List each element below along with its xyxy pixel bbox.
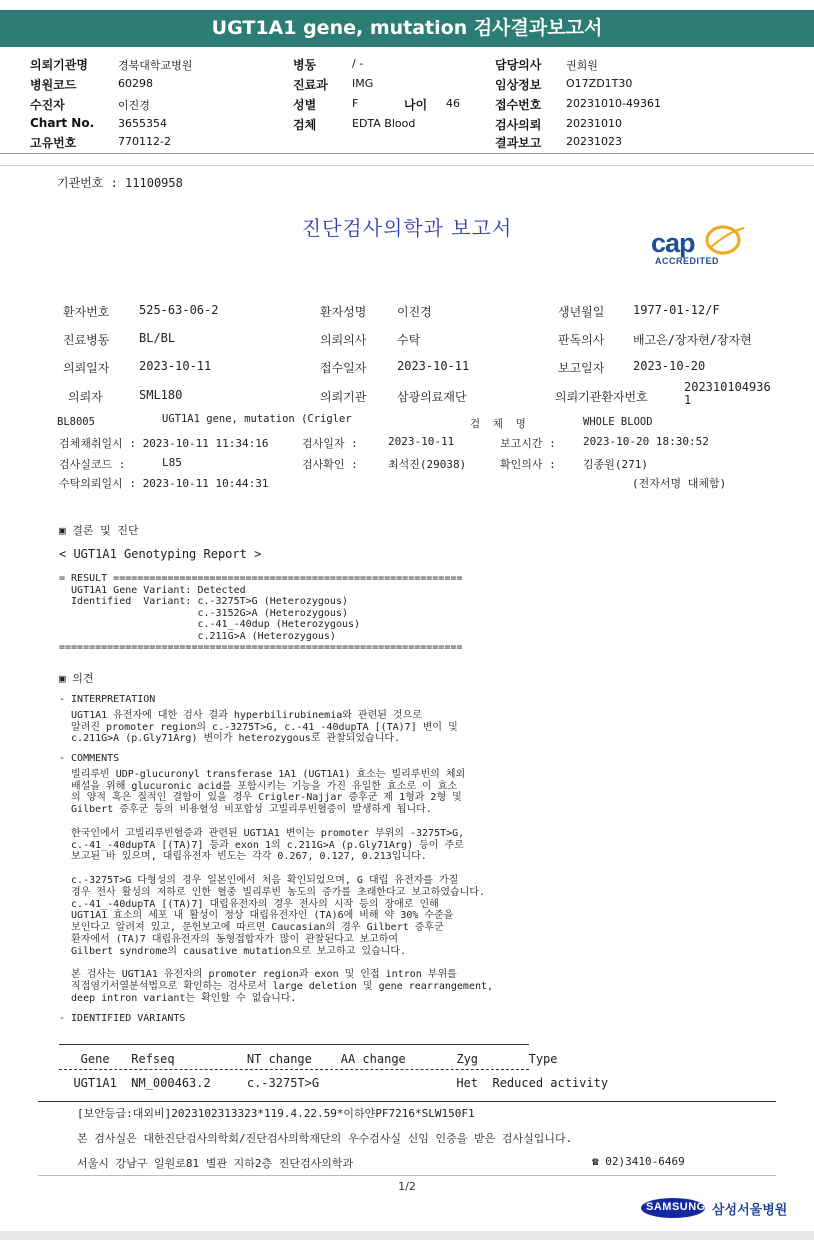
header-key: 진료과 [293, 78, 328, 92]
opinion-line: c.-41_-40dupTA [(TA)7] 대립유전자의 경우 전사의 시작 등의 장애로 인해 [59, 898, 439, 910]
footer-bottom-rule [38, 1175, 776, 1176]
variants-table-top-rule [59, 1044, 529, 1045]
result-line: Identified Variant: c.-3275T>G (Heterozygous) [59, 596, 348, 607]
age-label: 나이 [404, 98, 428, 112]
variants-table-header-rule [59, 1069, 529, 1070]
patient-field-label: 진료병동 [63, 333, 110, 347]
header-value: 20231010-49361 [566, 97, 661, 110]
result-line: c.211G>A (Heterozygous) [59, 630, 336, 642]
patient-field-label: 의뢰기관환자번호 [555, 390, 648, 404]
patient-field-label: 의뢰기관 [320, 390, 367, 404]
patient-field-value: 2023-10-11 [139, 359, 212, 373]
patient-field-label: 의뢰자 [68, 390, 103, 404]
opinion-line: deep intron variant는 확인할 수 없습니다. [59, 993, 297, 1004]
cap-logo-subtext: ACCREDITED [655, 256, 720, 266]
header-key: 성별 [293, 98, 317, 112]
patient-field-value: 202310104936 [684, 380, 771, 394]
opinion-line: 환자에서 (TA)7 대립유전자의 동형접합자가 많이 관찰된다고 보고하여 [59, 934, 399, 945]
header-key: 검체 [293, 118, 317, 132]
test-code: BL8005 [57, 416, 95, 428]
opinion-line: 보인다고 알려져 있고, 문헌보고에 따르면 Caucasian의 경우 Gilbert 증후군 [59, 922, 444, 934]
opinion-line: Gilbert 증후군 등의 비용혈성 비포합성 고빌리루빈혈증이 발생하게 됩니다. [59, 804, 432, 816]
opinion-line: 배설을 위해 glucuronic acid를 포함시키는 기능을 가진 유일한 효소로 이 효소 [59, 780, 458, 792]
patient-field-label: 의뢰의사 [320, 333, 367, 347]
patient-field-label: 의뢰일자 [63, 361, 110, 375]
conclusion-heading: ▣ 결론 및 진단 [59, 524, 139, 537]
header-key: 담당의사 [495, 58, 542, 72]
header-value: 60298 [118, 77, 153, 90]
header-key: 병원코드 [30, 78, 77, 92]
opinion-line: 빌리루빈 UDP-glucuronyl transferase 1A1 (UGT1A1) 효소는 빌리루빈의 체외 [59, 768, 466, 780]
patient-field-value: SML180 [139, 388, 183, 402]
patient-field-label: 보고일자 [558, 361, 605, 375]
lab-code-label: 검사실코드 : [59, 458, 126, 471]
confirm-doctor-value: 김종원(271) [583, 458, 648, 471]
patient-field-value: 1977-01-12/F [633, 303, 720, 317]
header-divider-2 [0, 165, 814, 166]
header-value: 770112-2 [118, 135, 171, 148]
header-key: 검사의뢰 [495, 118, 542, 132]
opinion-line: 본 검사는 UGT1A1 유전자의 promoter region과 exon 및 인접 intron 부위를 [59, 969, 457, 981]
opinion-line: - COMMENTS [59, 753, 120, 764]
confirm-doctor-label: 확인의사 : [500, 458, 556, 471]
patient-field-label: 생년월일 [558, 305, 605, 319]
result-line: c.-3152G>A (Heterozygous) [59, 607, 348, 619]
header-value: / - [352, 57, 364, 70]
header-value: EDTA Blood [352, 117, 416, 130]
patient-field-label: 환자성명 [320, 305, 367, 319]
header-key: 의뢰기관명 [30, 58, 88, 72]
result-line: c.-41_-40dup (Heterozygous) [59, 619, 361, 630]
header-key: 결과보고 [495, 136, 542, 150]
header-key: Chart No. [30, 116, 95, 130]
opinion-line: 직접염기서열분석법으로 확인하는 검사로서 large deletion 및 gene rearrangement, [59, 981, 494, 993]
test-date-label: 검사일자 : [302, 437, 358, 450]
header-value: IMG [352, 77, 374, 90]
verifier-value: 최석진(29038) [388, 458, 467, 471]
report-time-label: 보고시간 : [500, 437, 556, 450]
opinion-line: 알려진 promoter region의 c.-3275T>G, c.-41_-40dupTA [(TA)7] 변이 및 [59, 721, 458, 733]
header-key: 접수번호 [495, 98, 542, 112]
opinion-heading: ▣ 의견 [59, 672, 94, 685]
header-value: 이진경 [118, 99, 150, 112]
header-key: 임상정보 [495, 78, 542, 92]
patient-field-value: 525-63-06-2 [139, 303, 219, 317]
patient-field-value: BL/BL [139, 331, 176, 345]
page-number: 1/2 [398, 1180, 416, 1193]
opinion-line: 의 양적 혹은 질적인 결함이 있을 경우 Crigler-Najjar 증후군 제 1형과 2형 및 [59, 792, 462, 804]
specimen-value: WHOLE BLOOD [583, 416, 653, 428]
header-value: 경북대학교병원 [118, 59, 193, 72]
genotyping-report-title: < UGT1A1 Genotyping Report > [59, 547, 262, 561]
report-banner-title: UGT1A1 gene, mutation 검사결과보고서 [0, 10, 814, 47]
patient-field-value-cont: 1 [684, 393, 692, 407]
patient-field-label: 접수일자 [320, 361, 367, 375]
lab-code-value: L85 [162, 456, 182, 469]
opinion-line: 한국인에서 고빌리루빈혈증과 관련된 UGT1A1 변이는 promoter 부위의 -3275T>G, [59, 827, 465, 839]
patient-field-value: 2023-10-20 [633, 359, 706, 373]
test-date-value: 2023-10-11 [388, 435, 455, 448]
security-line: [보안등급:대외비]2023102313323*119.4.22.59*이하얀PF7216*SLW150F1 [77, 1107, 475, 1120]
electronic-signature-note: (전자서명 대체함) [632, 477, 727, 490]
variants-table-header: Gene Refseq NT change AA change Zyg Type [59, 1052, 558, 1066]
hospital-name: 삼성서울병원 [712, 1203, 788, 1218]
age-value: 46 [446, 97, 460, 110]
header-value: F [352, 97, 359, 110]
header-value: 20231010 [566, 117, 622, 130]
opinion-line: c.-3275T>G 다형성의 경우 일본인에서 처음 확인되었으며, G 대립 유전자를 가질 [59, 875, 459, 886]
result-line: =================================================================== [59, 642, 463, 653]
lab-phone: ☎ 02)3410-6469 [592, 1155, 685, 1168]
header-divider [0, 153, 814, 154]
footer-top-rule [38, 1101, 776, 1102]
header-value: O17ZD1T30 [566, 77, 633, 90]
opinion-line: c.211G>A (p.Gly71Arg) 변이가 heterozygous로 관찰되었습니다. [59, 733, 401, 745]
page-bottom-bar [0, 1231, 814, 1240]
collection-datetime: 검체채취일시 : 2023-10-11 11:34:16 [59, 437, 269, 450]
verifier-label: 검사확인 : [302, 458, 358, 471]
patient-field-value: 배고은/장자현/장자현 [633, 333, 752, 347]
header-key: 병동 [293, 58, 317, 72]
specimen-label: 검 체 명 [470, 418, 526, 430]
report-time-value: 2023-10-20 18:30:52 [583, 435, 709, 448]
header-value: 3655354 [118, 117, 167, 130]
samsung-badge-text: SAMSUNG [646, 1201, 706, 1213]
institution-number: 기관번호 : 11100958 [57, 176, 183, 190]
report-title: 진단검사의학과 보고서 [301, 216, 513, 240]
opinion-line: - IDENTIFIED VARIANTS [59, 1012, 186, 1024]
consignment-datetime: 수탁의뢰일시 : 2023-10-11 10:44:31 [59, 477, 269, 490]
patient-field-value: 수탁 [397, 333, 421, 347]
result-line: UGT1A1 Gene Variant: Detected [59, 584, 246, 596]
header-value: 권희원 [566, 59, 598, 72]
opinion-line: 경우 전사 활성의 저하로 인한 혈중 빌리루빈 농도의 증가를 초래한다고 보고하였습니다. [59, 886, 486, 898]
variants-table-row: UGT1A1 NM_000463.2 c.-3275T>G Het Reduced activity [59, 1076, 609, 1090]
cap-logo-text: cap [651, 228, 695, 258]
header-key: 고유번호 [30, 136, 77, 150]
opinion-line: UGT1A1 유전자에 대한 검사 결과 hyperbilirubinemia와 관련된 것으로 [59, 709, 422, 721]
opinion-line: 보고된 바 있으며, 대립유전자 빈도는 각각 0.267, 0.127, 0.213입니다. [59, 851, 427, 863]
certification-line: 본 검사실은 대한진단검사의학회/진단검사의학재단의 우수검사실 신임 인증을 받은 검사실입니다. [77, 1132, 573, 1145]
header-value: 20231023 [566, 135, 622, 148]
opinion-line: c.-41_-40dupTA [(TA)7] 등과 exon 1의 c.211G>A (p.Gly71Arg) 등이 주로 [59, 839, 464, 851]
patient-field-value: 2023-10-11 [397, 359, 470, 373]
result-line: = RESULT ========================================================== [59, 573, 463, 584]
header-key: 수진자 [30, 98, 65, 112]
test-name: UGT1A1 gene, mutation (Crigler [162, 413, 352, 425]
opinion-line: - INTERPRETATION [59, 694, 156, 705]
patient-field-label: 판독의사 [558, 333, 605, 347]
patient-field-label: 환자번호 [63, 305, 110, 319]
lab-address: 서울시 강남구 일원로81 별관 지하2층 진단검사의학과 [77, 1157, 354, 1170]
patient-field-value: 이진경 [397, 305, 432, 319]
opinion-line: UGT1A1 효소의 세포 내 활성이 정상 대립유전자인 (TA)6에 비해 약 30% 수준을 [59, 910, 454, 922]
patient-field-value: 삼광의료재단 [397, 390, 467, 404]
opinion-line: Gilbert syndrome의 causative mutation으로 보고하고 있습니다. [59, 945, 407, 957]
